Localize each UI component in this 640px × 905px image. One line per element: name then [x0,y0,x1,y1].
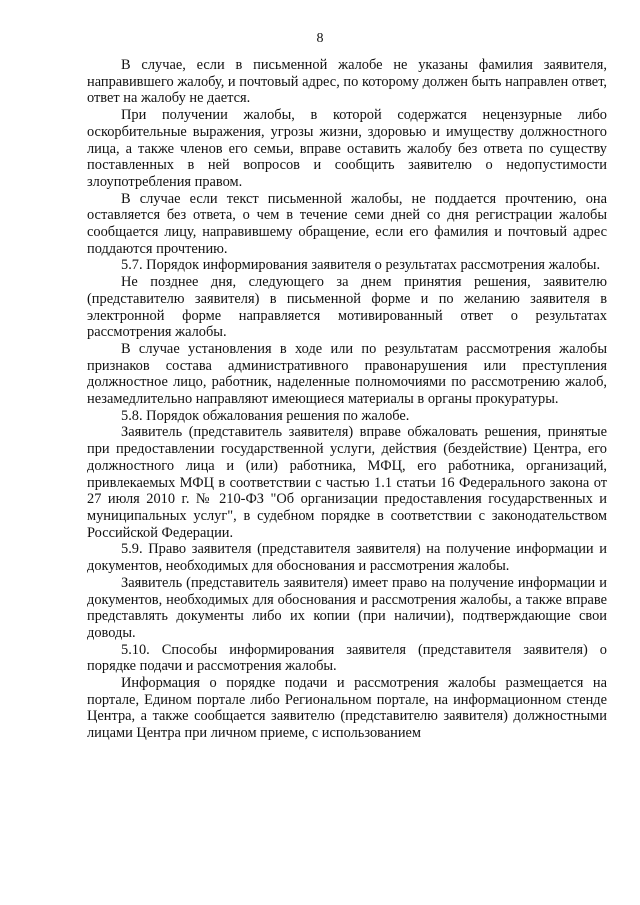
paragraph-reasoned-answer: Не позднее дня, следующего за днем принятия решения, заявителю (представителю заявителя) в письменной форме и по желанию заявителя в электронной форме направляется мотивированный ответ о результатах рассмотрения жалобы. [87,274,607,341]
section-5-10-heading: 5.10. Способы информирования заявителя (представителя заявителя) о порядке подачи и рассмотрения жалобы. [87,641,607,675]
document-body [87,57,607,742]
paragraph-offensive-content: При получении жалобы, в которой содержатся нецензурные либо оскорбительные выражения, угрозы жизни, здоровью и имуществу должностного лица, а также членов его семьи, вправе оставить жалобу без ответа по существу поставленных в ней вопросов и сообщить заявителю о недопустимости злоупотребления правом. [87,107,607,190]
section-5-8-heading: 5.8. Порядок обжалования решения по жалобе. [121,407,410,424]
paragraph-right-to-information: Заявитель (представитель заявителя) имеет право на получение информации и документов, необходимых для обоснования и рассмотрения жалобы, а также вправе представлять документы либо их копии (при наличии), подтверждающие свои доводы. [87,574,607,641]
section-5-9-heading: 5.9. Право заявителя (представителя заявителя) на получение информации и документов, необходимых для обоснования и рассмотрения жалобы. [87,541,607,575]
paragraph-judicial-appeal: Заявитель (представитель заявителя) вправе обжаловать решения, принятые при предоставлении государственной услуги, действия (бездействие) Центра, его должностного лица и (или) работника, МФЦ, его работника, организаций, привлекаемых МФЦ в соответствии с частью 1.1 статьи 16 Федерального закона от 27 июля 2010 г. № 210-ФЗ "Об организации предоставления государственных и муниципальных услуг", в судебном порядке в соответствии с законодательством Российской Федерации. [87,424,607,541]
paragraph-information-channels: Информация о порядке подачи и рассмотрения жалобы размещается на портале, Едином портале либо Региональном портале, на информационном стенде Центра, а также сообщается заявителю (представителю заявителя) должностными лицами Центра при личном приеме, с использованием [87,675,607,742]
paragraph-missing-surname: В случае, если в письменной жалобе не указаны фамилия заявителя, направившего жалобу, и почтовый адрес, по которому должен быть направлен ответ, ответ на жалобу не дается. [87,57,607,107]
paragraph-unreadable-text: В случае если текст письменной жалобы, не поддается прочтению, она оставляется без ответа, о чем в течение семи дней со дня регистрации жалобы сообщается лицу, направившему обращение, если его фамилия и почтовый адрес поддаются прочтению. [87,190,607,257]
paragraph-prosecutor-referral: В случае установления в ходе или по результатам рассмотрения жалобы признаков состава административного правонарушения или преступления должностное лицо, работник, наделенные полномочиями по рассмотрению жалоб, незамедлительно направляют имеющиеся материалы в органы прокуратуры. [87,340,607,408]
section-5-7-heading: 5.7. Порядок информирования заявителя о результатах рассмотрения жалобы. [121,257,601,274]
page-number: 8 [316,31,324,46]
